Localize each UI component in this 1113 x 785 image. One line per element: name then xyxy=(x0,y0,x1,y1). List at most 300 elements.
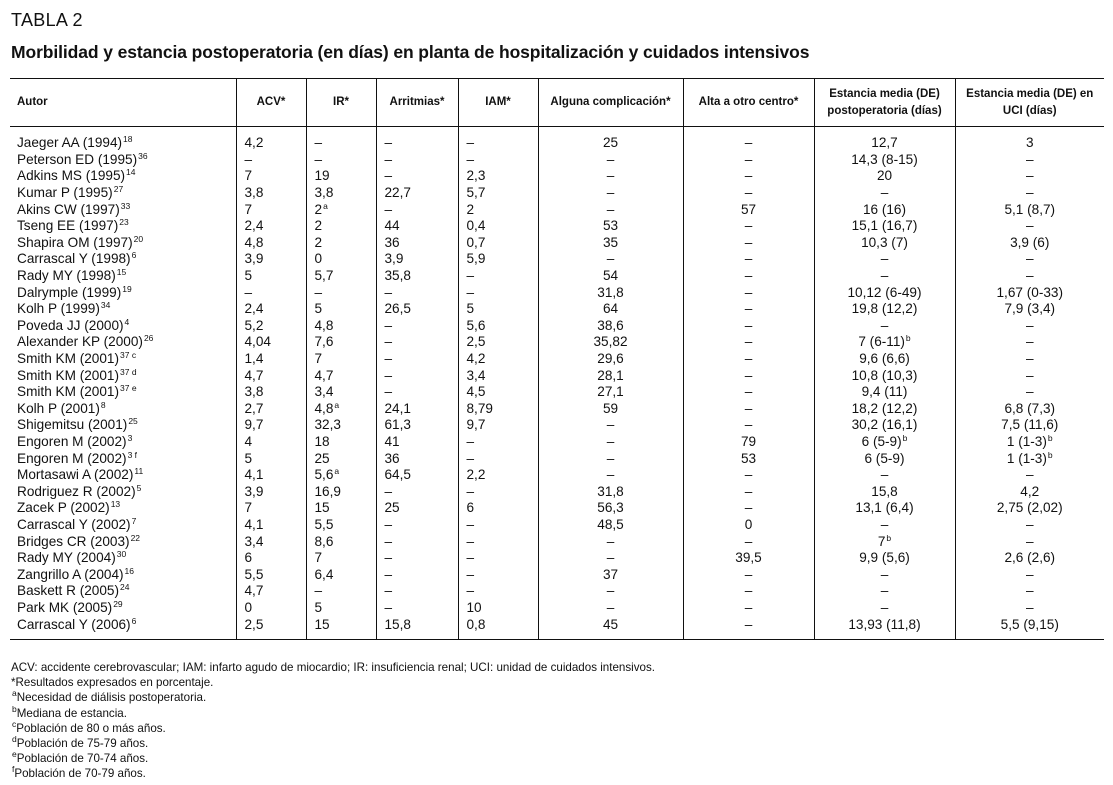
table-row xyxy=(10,517,1104,534)
reference-number: 18 xyxy=(123,134,133,145)
alta-otro-centro-cell xyxy=(683,185,814,202)
acv-cell xyxy=(236,301,306,318)
autor-cell xyxy=(10,417,236,434)
estancia-postoperatoria-cell-value: 10,3 (7) xyxy=(861,234,908,250)
estancia-postoperatoria-cell xyxy=(814,500,955,517)
iam-cell xyxy=(458,616,538,639)
autor-cell xyxy=(10,152,236,169)
autor-cell xyxy=(10,268,236,285)
alta-otro-centro-cell xyxy=(683,318,814,335)
acv-cell xyxy=(236,533,306,550)
ir-cell-value: 4,8 xyxy=(314,317,334,333)
alguna-complicacion-cell xyxy=(538,417,683,434)
alguna-complicacion-cell xyxy=(538,351,683,368)
alguna-complicacion-cell xyxy=(538,384,683,401)
autor-name: Smith KM (2001) xyxy=(17,351,119,367)
arritmias-cell xyxy=(376,235,458,252)
alguna-complicacion-cell-value: 59 xyxy=(602,400,619,416)
arritmias-cell xyxy=(376,500,458,517)
autor-name: Alexander KP (2000) xyxy=(17,334,143,350)
estancia-uci-cell xyxy=(955,533,1104,550)
autor-cell xyxy=(10,450,236,467)
alguna-complicacion-cell xyxy=(538,583,683,600)
estancia-uci-cell-value: – xyxy=(1025,583,1034,599)
table-label: TABLA 2 xyxy=(11,10,83,30)
alguna-complicacion-cell-value: 27,1 xyxy=(597,384,624,400)
footnote-mark: d xyxy=(12,734,17,745)
ir-cell-value: 3,8 xyxy=(314,185,334,201)
estancia-postoperatoria-cell-value: – xyxy=(880,317,889,333)
estancia-uci-cell-value: 6,8 (7,3) xyxy=(1004,400,1056,416)
estancia-uci-cell xyxy=(955,127,1104,152)
footnote-text: Población de 70-74 años. xyxy=(16,752,149,766)
iam-cell-value: 4,5 xyxy=(466,384,486,400)
estancia-uci-cell-value: 5,5 (9,15) xyxy=(1000,616,1059,632)
iam-cell xyxy=(458,417,538,434)
iam-cell-value: – xyxy=(466,151,475,167)
arritmias-cell-value: – xyxy=(384,533,393,549)
alta-otro-centro-cell-value: – xyxy=(744,317,753,333)
arritmias-cell-value: – xyxy=(384,351,393,367)
alguna-complicacion-cell xyxy=(538,500,683,517)
arritmias-cell xyxy=(376,301,458,318)
alta-otro-centro-cell xyxy=(683,583,814,600)
iam-cell-value: – xyxy=(466,483,475,499)
alta-otro-centro-cell-value: – xyxy=(744,251,753,267)
autor-cell xyxy=(10,218,236,235)
alta-otro-centro-cell xyxy=(683,616,814,639)
estancia-postoperatoria-cell-value: 15,8 xyxy=(871,483,898,499)
acv-cell xyxy=(236,616,306,639)
iam-cell xyxy=(458,201,538,218)
estancia-uci-cell xyxy=(955,566,1104,583)
estancia-postoperatoria-cell-value: 18,2 (12,2) xyxy=(851,400,918,416)
estancia-uci-cell xyxy=(955,367,1104,384)
iam-cell xyxy=(458,500,538,517)
acv-cell xyxy=(236,185,306,202)
arritmias-cell-value: – xyxy=(384,367,393,383)
estancia-postoperatoria-cell xyxy=(814,301,955,318)
estancia-postoperatoria-cell-value: 6 (5-9) xyxy=(861,433,902,449)
alguna-complicacion-cell xyxy=(538,600,683,617)
acv-cell-value: 2,4 xyxy=(244,301,264,317)
estancia-postoperatoria-cell xyxy=(814,334,955,351)
ir-cell-value: 6,4 xyxy=(314,566,334,582)
iam-cell-value: 5 xyxy=(466,301,475,317)
arritmias-cell-value: – xyxy=(384,566,393,582)
alguna-complicacion-cell xyxy=(538,467,683,484)
estancia-postoperatoria-cell xyxy=(814,417,955,434)
autor-name: Rady MY (1998) xyxy=(17,268,116,284)
alguna-complicacion-cell-value: 31,8 xyxy=(597,483,624,499)
ir-cell xyxy=(306,351,376,368)
ir-cell xyxy=(306,550,376,567)
alta-otro-centro-cell-value: – xyxy=(744,151,753,167)
autor-cell xyxy=(10,517,236,534)
acv-cell-value: 4,7 xyxy=(244,583,264,599)
estancia-uci-cell xyxy=(955,417,1104,434)
iam-cell-value: 8,79 xyxy=(466,400,493,416)
table-row xyxy=(10,351,1104,368)
estancia-postoperatoria-cell-value: 10,12 (6-49) xyxy=(847,284,922,300)
iam-cell-value: 5,7 xyxy=(466,185,486,201)
ir-cell-value: 32,3 xyxy=(314,417,341,433)
alguna-complicacion-cell xyxy=(538,201,683,218)
reference-number: 19 xyxy=(122,284,132,294)
arritmias-cell-value: – xyxy=(384,583,393,599)
autor-cell xyxy=(10,367,236,384)
ir-cell-value: 7,6 xyxy=(314,334,334,350)
autor-name: Smith KM (2001) xyxy=(17,384,119,400)
alta-otro-centro-cell xyxy=(683,218,814,235)
estancia-postoperatoria-cell xyxy=(814,550,955,567)
autor-name: Kumar P (1995) xyxy=(17,185,113,201)
acv-cell-value: – xyxy=(244,284,253,300)
autor-name: Engoren M (2002) xyxy=(17,450,127,466)
alguna-complicacion-cell-value: – xyxy=(606,417,615,433)
arritmias-cell-value: – xyxy=(384,384,393,400)
estancia-uci-cell-value: – xyxy=(1025,384,1034,400)
alguna-complicacion-cell xyxy=(538,168,683,185)
acv-cell xyxy=(236,566,306,583)
estancia-uci-cell xyxy=(955,583,1104,600)
autor-name: Zangrillo A (2004) xyxy=(17,566,124,582)
iam-cell-value: 0,8 xyxy=(466,616,486,632)
iam-cell xyxy=(458,152,538,169)
estancia-postoperatoria-cell-value: – xyxy=(880,185,889,201)
estancia-postoperatoria-cell-note-mark: b xyxy=(902,433,908,443)
reference-number: 37 d xyxy=(120,367,137,377)
alta-otro-centro-cell xyxy=(683,434,814,451)
ir-cell-value: 15 xyxy=(314,500,330,516)
alta-otro-centro-cell xyxy=(683,168,814,185)
table-row xyxy=(10,417,1104,434)
footnotes xyxy=(11,660,655,782)
acv-cell-value: 4,04 xyxy=(244,334,271,350)
alta-otro-centro-cell-value: – xyxy=(744,218,753,234)
alguna-complicacion-cell-value: – xyxy=(606,599,615,615)
iam-cell xyxy=(458,550,538,567)
col-estancia-postoperatoria-header: Estancia media (DE) postoperatoria (días) xyxy=(814,79,955,127)
col-acv-header: ACV* xyxy=(236,79,306,127)
autor-cell xyxy=(10,235,236,252)
table-row xyxy=(10,218,1104,235)
estancia-uci-cell xyxy=(955,467,1104,484)
iam-cell-value: – xyxy=(466,268,475,284)
acv-cell-value: 3,8 xyxy=(244,384,264,400)
ir-cell xyxy=(306,384,376,401)
iam-cell-value: – xyxy=(466,550,475,566)
alta-otro-centro-cell xyxy=(683,334,814,351)
estancia-postoperatoria-cell xyxy=(814,268,955,285)
estancia-uci-cell-value: – xyxy=(1025,367,1034,383)
estancia-uci-cell xyxy=(955,251,1104,268)
autor-cell xyxy=(10,318,236,335)
table-row xyxy=(10,467,1104,484)
autor-name: Park MK (2005) xyxy=(17,599,113,615)
estancia-postoperatoria-cell xyxy=(814,533,955,550)
estancia-uci-cell xyxy=(955,201,1104,218)
ir-cell xyxy=(306,201,376,218)
acv-cell xyxy=(236,583,306,600)
ir-cell-value: 4,7 xyxy=(314,367,334,383)
estancia-uci-cell-value: 5,1 (8,7) xyxy=(1004,201,1056,217)
alguna-complicacion-cell-value: – xyxy=(606,583,615,599)
alguna-complicacion-cell xyxy=(538,318,683,335)
autor-name: Smith KM (2001) xyxy=(17,367,119,383)
alta-otro-centro-cell xyxy=(683,517,814,534)
acv-cell-value: 3,9 xyxy=(244,483,264,499)
alta-otro-centro-cell xyxy=(683,201,814,218)
alguna-complicacion-cell-value: 29,6 xyxy=(597,351,624,367)
reference-number: 16 xyxy=(124,566,135,576)
iam-cell-value: 5,9 xyxy=(466,251,486,267)
arritmias-cell-value: – xyxy=(384,284,393,300)
reference-number: 30 xyxy=(116,549,127,560)
alguna-complicacion-cell-value: – xyxy=(606,433,615,449)
estancia-postoperatoria-cell xyxy=(814,616,955,639)
table-caption: Morbilidad y estancia postoperatoria (en días) en planta de hospitalización y cuidados intensivos xyxy=(11,42,810,62)
table-row xyxy=(10,384,1104,401)
ir-cell-value: – xyxy=(314,284,323,300)
alta-otro-centro-cell xyxy=(683,450,814,467)
alta-otro-centro-cell-value: – xyxy=(744,467,753,483)
autor-name: Carrascal Y (2006) xyxy=(17,616,131,632)
ir-cell xyxy=(306,583,376,600)
alta-otro-centro-cell xyxy=(683,401,814,418)
estancia-uci-cell xyxy=(955,550,1104,567)
ir-cell-value: – xyxy=(314,135,323,151)
estancia-postoperatoria-cell xyxy=(814,201,955,218)
alguna-complicacion-cell xyxy=(538,301,683,318)
footnote xyxy=(11,690,655,705)
acv-cell-value: 4,1 xyxy=(244,516,264,532)
estancia-postoperatoria-cell-value: 7 xyxy=(877,533,886,549)
reference-number: 6 xyxy=(131,251,137,261)
alta-otro-centro-cell-value: – xyxy=(744,268,753,284)
footnote xyxy=(11,751,655,766)
ir-cell xyxy=(306,127,376,152)
estancia-uci-cell xyxy=(955,450,1104,467)
alguna-complicacion-cell-value: – xyxy=(606,450,615,466)
ir-cell xyxy=(306,367,376,384)
estancia-postoperatoria-cell-value: 19,8 (12,2) xyxy=(851,301,918,317)
acv-cell-value: 7 xyxy=(244,201,253,217)
autor-name: Shapira OM (1997) xyxy=(17,234,133,250)
autor-name: Rady MY (2004) xyxy=(17,550,116,566)
estancia-postoperatoria-cell-value: 30,2 (16,1) xyxy=(851,417,918,433)
alguna-complicacion-cell xyxy=(538,450,683,467)
arritmias-cell-value: 22,7 xyxy=(384,185,411,201)
ir-cell xyxy=(306,251,376,268)
footnote-text: *Resultados expresados en porcentaje. xyxy=(11,676,214,690)
estancia-postoperatoria-cell xyxy=(814,127,955,152)
alguna-complicacion-cell-value: – xyxy=(606,533,615,549)
acv-cell xyxy=(236,483,306,500)
alta-otro-centro-cell xyxy=(683,533,814,550)
table-row xyxy=(10,483,1104,500)
col-arritmias-header: Arritmias* xyxy=(376,79,458,127)
reference-number: 33 xyxy=(120,201,131,211)
alta-otro-centro-cell-value: – xyxy=(744,334,753,350)
estancia-postoperatoria-cell xyxy=(814,566,955,583)
acv-cell-value: 5 xyxy=(244,268,253,284)
autor-name: Dalrymple (1999) xyxy=(17,284,122,300)
footnote xyxy=(11,675,655,690)
alta-otro-centro-cell-value: – xyxy=(744,533,753,549)
ir-cell-value: 2 xyxy=(314,218,323,234)
arritmias-cell xyxy=(376,185,458,202)
table-row xyxy=(10,550,1104,567)
estancia-postoperatoria-cell xyxy=(814,401,955,418)
alta-otro-centro-cell-value: – xyxy=(744,185,753,201)
estancia-postoperatoria-cell xyxy=(814,384,955,401)
acv-cell xyxy=(236,127,306,152)
ir-cell-value: 2 xyxy=(314,201,323,217)
footnote xyxy=(11,766,655,781)
ir-cell-value: 19 xyxy=(314,168,330,184)
arritmias-cell xyxy=(376,434,458,451)
ir-cell xyxy=(306,334,376,351)
reference-number: 3 xyxy=(127,433,133,443)
estancia-uci-cell-value: – xyxy=(1025,168,1034,184)
autor-cell xyxy=(10,185,236,202)
autor-cell xyxy=(10,251,236,268)
autor-name: Baskett R (2005) xyxy=(17,583,119,599)
col-ir-header: IR* xyxy=(306,79,376,127)
alta-otro-centro-cell-value: – xyxy=(744,583,753,599)
alguna-complicacion-cell-value: 56,3 xyxy=(597,500,624,516)
alta-otro-centro-cell-value: 39,5 xyxy=(735,550,762,566)
arritmias-cell-value: 3,9 xyxy=(384,251,404,267)
estancia-postoperatoria-cell xyxy=(814,583,955,600)
table-row xyxy=(10,127,1104,152)
ir-cell xyxy=(306,517,376,534)
iam-cell-value: 6 xyxy=(466,500,475,516)
iam-cell xyxy=(458,450,538,467)
ir-cell-note-mark: a xyxy=(334,466,340,477)
arritmias-cell-value: – xyxy=(384,151,393,167)
acv-cell xyxy=(236,401,306,418)
table-row xyxy=(10,201,1104,218)
iam-cell-value: 2,3 xyxy=(466,168,486,184)
ir-cell-value: 2 xyxy=(314,234,323,250)
arritmias-cell xyxy=(376,334,458,351)
autor-name: Poveda JJ (2000) xyxy=(17,317,124,333)
estancia-postoperatoria-cell xyxy=(814,235,955,252)
estancia-postoperatoria-cell-note-mark: b xyxy=(886,533,892,543)
alguna-complicacion-cell-value: 53 xyxy=(602,218,619,234)
ir-cell xyxy=(306,218,376,235)
footnote xyxy=(11,718,655,736)
reference-number: 24 xyxy=(120,583,130,593)
autor-cell xyxy=(10,533,236,550)
acv-cell-value: 0 xyxy=(244,599,253,615)
arritmias-cell-value: – xyxy=(384,317,393,333)
alta-otro-centro-cell-value: – xyxy=(744,566,753,582)
acv-cell xyxy=(236,467,306,484)
iam-cell-value: 0,7 xyxy=(466,234,486,250)
estancia-uci-cell-value: – xyxy=(1025,185,1034,201)
arritmias-cell xyxy=(376,384,458,401)
alta-otro-centro-cell xyxy=(683,500,814,517)
ir-cell xyxy=(306,268,376,285)
autor-cell xyxy=(10,483,236,500)
alta-otro-centro-cell xyxy=(683,152,814,169)
table-row xyxy=(10,268,1104,285)
estancia-uci-cell xyxy=(955,168,1104,185)
col-autor-header: Autor xyxy=(10,79,236,127)
table-body xyxy=(10,127,1104,640)
iam-cell xyxy=(458,517,538,534)
iam-cell xyxy=(458,583,538,600)
acv-cell xyxy=(236,251,306,268)
alguna-complicacion-cell-value: – xyxy=(606,251,615,267)
alta-otro-centro-cell-value: – xyxy=(744,616,753,632)
alguna-complicacion-cell xyxy=(538,268,683,285)
arritmias-cell xyxy=(376,251,458,268)
arritmias-cell xyxy=(376,401,458,418)
alta-otro-centro-cell-value: – xyxy=(744,384,753,400)
alguna-complicacion-cell xyxy=(538,127,683,152)
arritmias-cell-value: 44 xyxy=(384,218,400,234)
alguna-complicacion-cell xyxy=(538,367,683,384)
estancia-postoperatoria-cell-value: 15,1 (16,7) xyxy=(851,218,918,234)
alguna-complicacion-cell xyxy=(538,334,683,351)
arritmias-cell xyxy=(376,450,458,467)
estancia-uci-cell xyxy=(955,434,1104,451)
iam-cell-value: – xyxy=(466,135,475,151)
table-row xyxy=(10,251,1104,268)
autor-name: Carrascal Y (2002) xyxy=(17,516,131,532)
alguna-complicacion-cell xyxy=(538,185,683,202)
autor-name: Peterson ED (1995) xyxy=(17,151,138,167)
table-row xyxy=(10,616,1104,639)
arritmias-cell-value: 25 xyxy=(384,500,400,516)
estancia-postoperatoria-cell xyxy=(814,152,955,169)
estancia-uci-cell xyxy=(955,334,1104,351)
acv-cell-value: 4,7 xyxy=(244,367,264,383)
estancia-postoperatoria-cell xyxy=(814,251,955,268)
reference-number: 25 xyxy=(128,417,138,427)
iam-cell-value: – xyxy=(466,284,475,300)
acv-cell-value: 2,5 xyxy=(244,616,264,632)
estancia-uci-cell xyxy=(955,301,1104,318)
estancia-uci-cell xyxy=(955,517,1104,534)
arritmias-cell xyxy=(376,517,458,534)
alguna-complicacion-cell xyxy=(538,434,683,451)
alguna-complicacion-cell-value: 25 xyxy=(602,135,619,151)
ir-cell xyxy=(306,566,376,583)
arritmias-cell-value: 36 xyxy=(384,234,400,250)
arritmias-cell xyxy=(376,600,458,617)
autor-name: Shigemitsu (2001) xyxy=(17,417,128,433)
alta-otro-centro-cell xyxy=(683,483,814,500)
reference-number: 4 xyxy=(124,317,130,327)
iam-cell-value: 10 xyxy=(466,599,482,615)
alguna-complicacion-cell-value: 31,8 xyxy=(597,284,624,300)
estancia-postoperatoria-cell-value: – xyxy=(880,583,889,599)
autor-cell xyxy=(10,550,236,567)
alguna-complicacion-cell xyxy=(538,284,683,301)
estancia-postoperatoria-cell-value: 13,1 (6,4) xyxy=(855,500,914,516)
acv-cell xyxy=(236,550,306,567)
ir-cell-value: 4,8 xyxy=(314,400,334,416)
ir-cell-value: 16,9 xyxy=(314,483,341,499)
estancia-postoperatoria-cell xyxy=(814,185,955,202)
alta-otro-centro-cell-value: – xyxy=(744,400,753,416)
estancia-postoperatoria-cell-value: 16 (16) xyxy=(862,201,907,217)
